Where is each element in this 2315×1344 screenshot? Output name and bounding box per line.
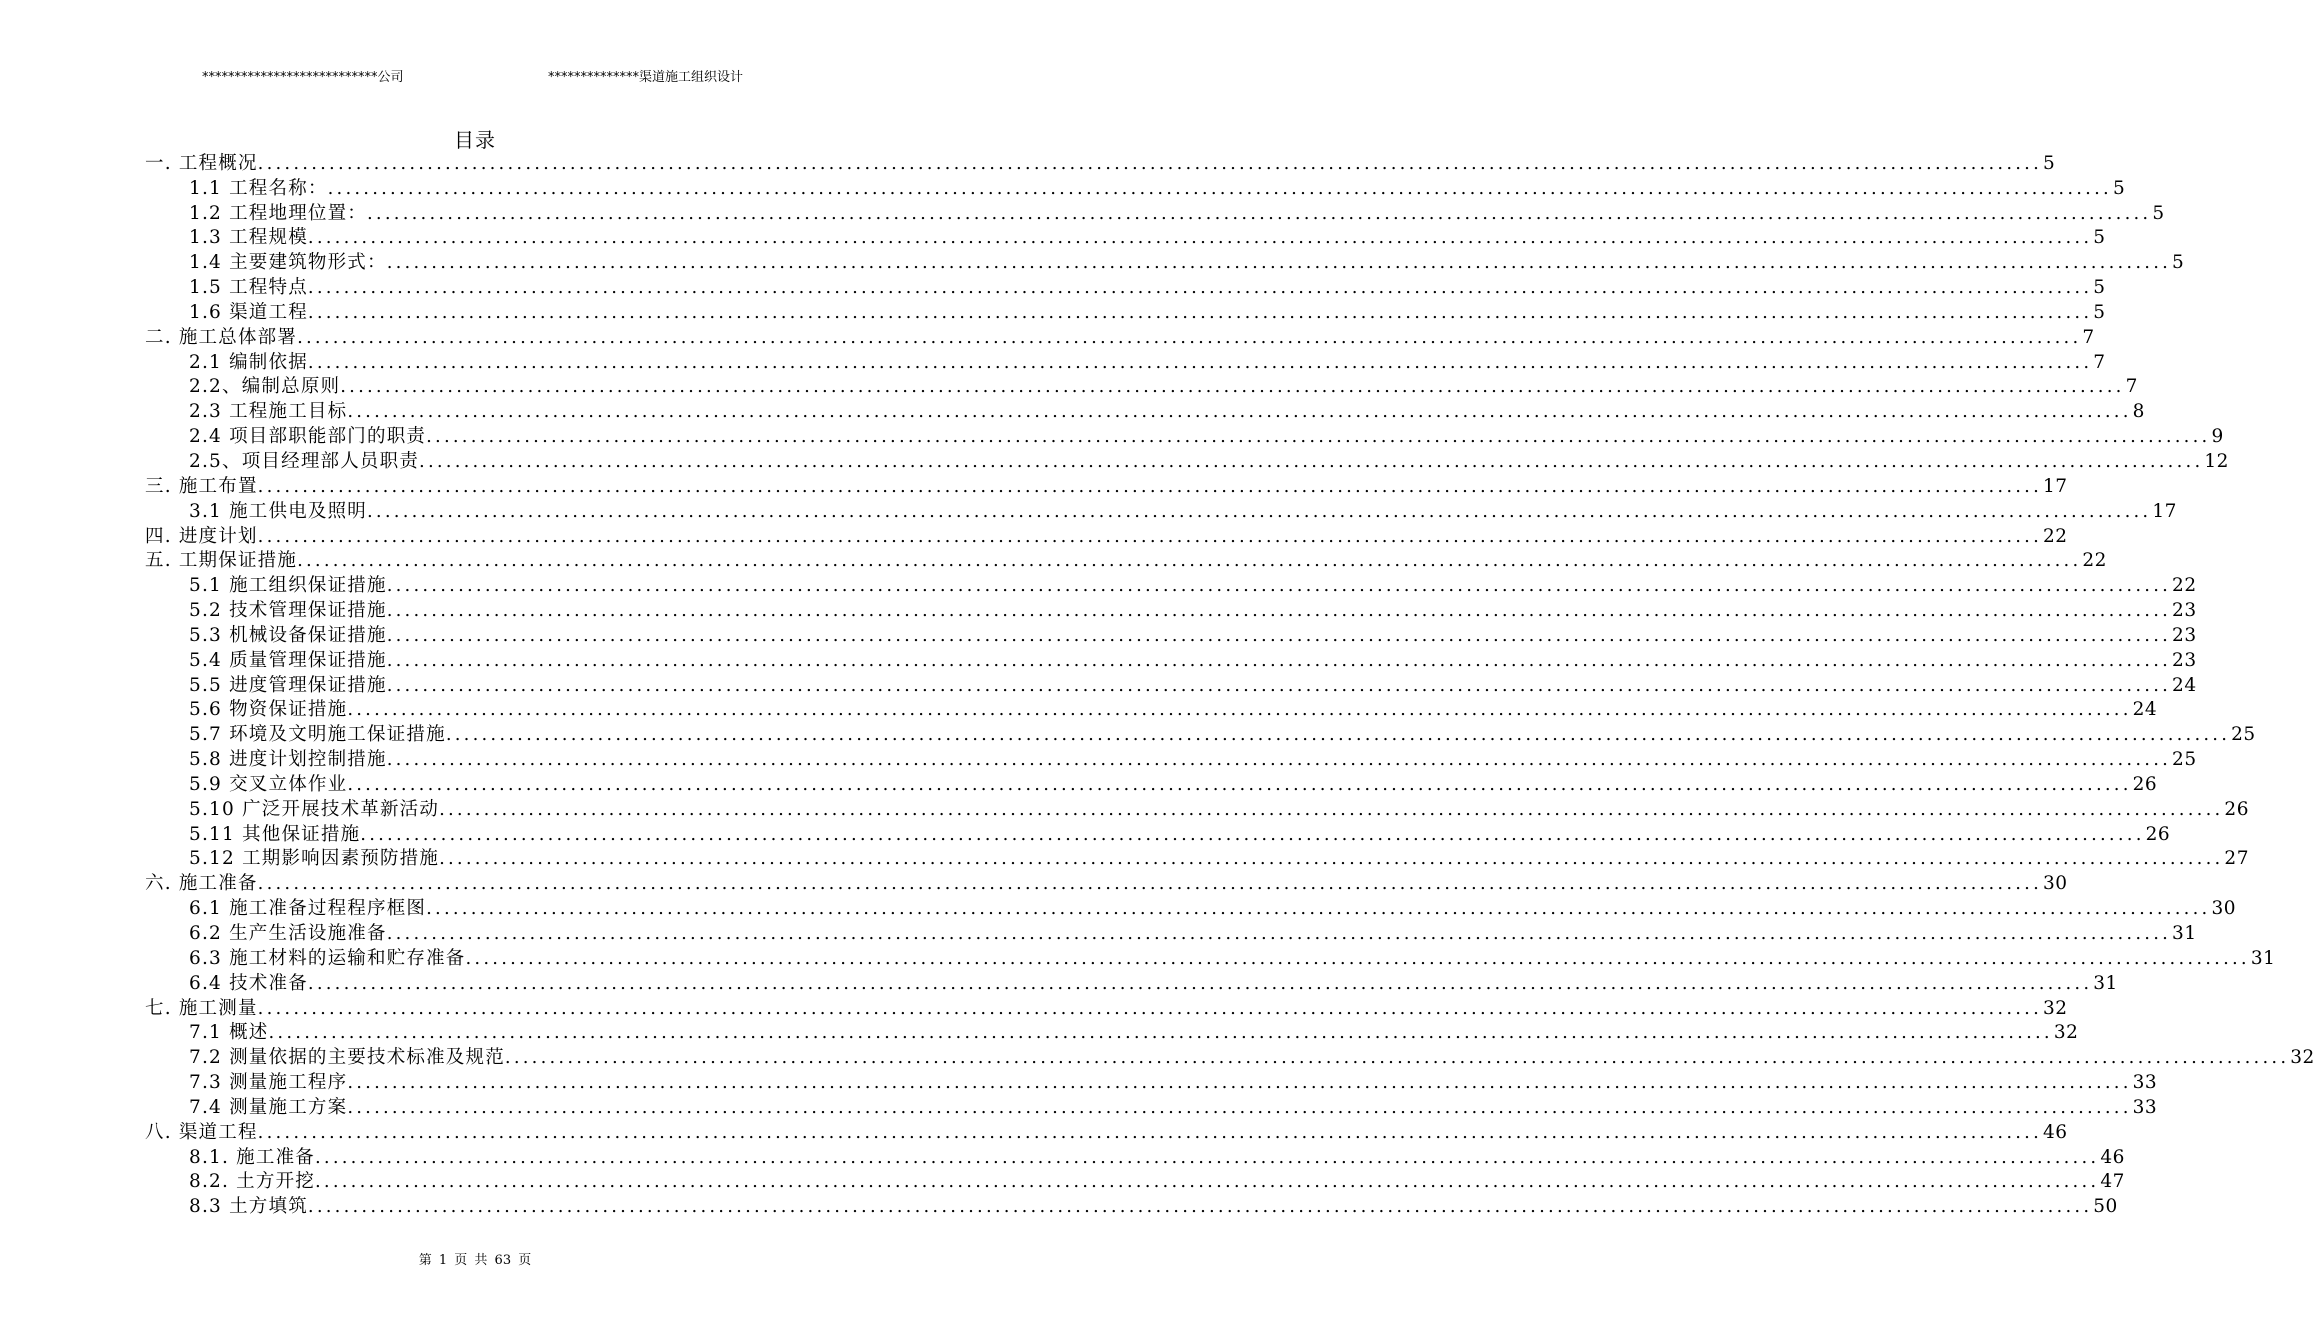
toc-entry-page: 5 xyxy=(2093,227,2106,249)
toc-dot-leader: ........................................................................................................................................................................................................ xyxy=(297,326,2082,348)
toc-entry-page: 5 xyxy=(2043,152,2056,174)
toc-entry[interactable] xyxy=(145,597,2197,622)
toc-dot-leader: ........................................................................................................................................................................................................ xyxy=(257,475,2043,497)
header-document-title: **************渠道施工组织设计 xyxy=(548,70,744,85)
toc-entry[interactable] xyxy=(145,895,2236,920)
toc-entry-label: 6.3 施工材料的运输和贮存准备 xyxy=(189,947,466,969)
toc-entry-label: 6.1 施工准备过程程序框图 xyxy=(189,898,427,920)
toc-entry-label: 5.4 质量管理保证措施 xyxy=(189,649,387,671)
toc-entry-label: 五. 工期保证措施 xyxy=(145,550,298,572)
toc-entry[interactable] xyxy=(145,1069,2158,1094)
toc-entry-page: 12 xyxy=(2204,450,2229,472)
toc-entry-label: 5.10 广泛开展技术革新活动 xyxy=(189,798,440,820)
toc-entry[interactable] xyxy=(145,423,2224,448)
page-footer: 第 1 页 共 63 页 xyxy=(418,1253,532,1268)
toc-entry[interactable] xyxy=(145,150,2056,175)
toc-dot-leader: ........................................................................................................................................................................................................ xyxy=(386,649,2172,671)
toc-entry-label: 2.4 项目部职能部门的职责 xyxy=(189,426,427,448)
toc-entry-page: 32 xyxy=(2043,997,2068,1019)
toc-dot-leader: ........................................................................................................................................................................................................ xyxy=(314,1146,2100,1168)
toc-entry-page: 26 xyxy=(2145,823,2171,845)
toc-entry[interactable] xyxy=(145,1044,2315,1069)
toc-entry[interactable] xyxy=(145,697,2158,722)
toc-entry-label: 2.1 编制依据 xyxy=(189,351,308,373)
toc-entry-label: 1.6 渠道工程 xyxy=(189,301,308,323)
toc-entry[interactable] xyxy=(145,374,2138,399)
toc-entry-label: 6.4 技术准备 xyxy=(189,972,308,994)
toc-dot-leader: ........................................................................................................................................................................................................ xyxy=(386,624,2172,646)
toc-entry[interactable] xyxy=(145,1020,2079,1045)
toc-entry[interactable] xyxy=(145,846,2249,871)
toc-entry[interactable] xyxy=(145,473,2068,498)
toc-entry[interactable] xyxy=(145,622,2197,647)
toc-entry[interactable] xyxy=(145,1169,2125,1194)
toc-dot-leader: ........................................................................................................................................................................................................ xyxy=(347,401,2132,423)
toc-dot-leader: ........................................................................................................................................................................................................ xyxy=(426,426,2211,448)
toc-entry-label: 七. 施工测量 xyxy=(145,997,258,1019)
toc-entry-label: 8.3 土方填筑 xyxy=(189,1196,308,1218)
toc-entry-page: 24 xyxy=(2132,699,2158,721)
toc-entry[interactable] xyxy=(145,1193,2118,1218)
toc-entry[interactable] xyxy=(145,1094,2158,1119)
toc-dot-leader: ........................................................................................................................................................................................................ xyxy=(445,724,2231,746)
toc-entry-label: 7.4 测量施工方案 xyxy=(189,1096,348,1118)
toc-entry-page: 5 xyxy=(2093,301,2106,323)
toc-entry-label: 8.1. 施工准备 xyxy=(189,1146,315,1168)
toc-entry-label: 二. 施工总体部署 xyxy=(145,326,298,348)
toc-entry-page: 31 xyxy=(2250,947,2276,969)
toc-entry[interactable] xyxy=(145,572,2197,597)
toc-entry-label: 5.7 环境及文明施工保证措施 xyxy=(189,724,446,746)
toc-dot-leader: ........................................................................................................................................................................................................ xyxy=(307,972,2093,994)
toc-dot-leader: ........................................................................................................................................................................................................ xyxy=(268,1022,2053,1044)
toc-entry[interactable] xyxy=(145,548,2107,573)
toc-dot-leader: ........................................................................................................................................................................................................ xyxy=(340,376,2125,398)
toc-entry-label: 1.4 主要建筑物形式： xyxy=(189,252,387,274)
toc-entry-label: 7.2 测量依据的主要技术标准及规范 xyxy=(189,1047,505,1069)
toc-entry-label: 2.5、项目经理部人员职责 xyxy=(189,450,420,472)
toc-entry-page: 31 xyxy=(2172,923,2197,944)
toc-dot-leader: ........................................................................................................................................................................................................ xyxy=(307,1196,2093,1218)
toc-entry-label: 5.1 施工组织保证措施 xyxy=(189,575,387,597)
toc-entry-page: 8 xyxy=(2132,401,2145,423)
toc-entry-label: 八. 渠道工程 xyxy=(145,1121,258,1143)
toc-entry[interactable] xyxy=(145,771,2158,796)
toc-dot-leader: ........................................................................................................................................................................................................ xyxy=(386,575,2172,597)
toc-dot-leader: ........................................................................................................................................................................................................ xyxy=(465,947,2250,969)
toc-entry[interactable] xyxy=(145,672,2197,697)
toc-entry-label: 6.2 生产生活设施准备 xyxy=(189,923,387,944)
toc-dot-leader: ........................................................................................................................................................................................................ xyxy=(307,301,2093,323)
toc-entry-page: 7 xyxy=(2125,376,2138,398)
toc-entry-label: 3.1 施工供电及照明 xyxy=(189,500,368,522)
toc-entry[interactable] xyxy=(145,398,2145,423)
toc-dot-leader: ........................................................................................................................................................................................................ xyxy=(367,500,2152,522)
toc-entry-page: 33 xyxy=(2132,1096,2158,1118)
toc-dot-leader: ........................................................................................................................................................................................................ xyxy=(386,674,2172,696)
toc-dot-leader: ........................................................................................................................................................................................................ xyxy=(504,1047,2290,1069)
toc-entry-label: 5.9 交叉立体作业 xyxy=(189,773,348,795)
toc-entry-page: 32 xyxy=(2290,1047,2315,1069)
toc-entry-label: 1.5 工程特点 xyxy=(189,277,308,299)
toc-dot-leader: ........................................................................................................................................................................................................ xyxy=(419,450,2204,472)
toc-entry[interactable] xyxy=(145,970,2118,995)
toc-entry[interactable] xyxy=(145,448,2229,473)
toc-entry-page: 23 xyxy=(2172,624,2197,646)
toc-entry-page: 17 xyxy=(2152,500,2177,522)
toc-entry-page: 22 xyxy=(2172,575,2197,597)
toc-dot-leader: ........................................................................................................................................................................................................ xyxy=(297,550,2082,572)
toc-dot-leader: ........................................................................................................................................................................................................ xyxy=(426,898,2211,920)
toc-dot-leader: ........................................................................................................................................................................................................ xyxy=(327,177,2112,199)
toc-entry-label: 5.3 机械设备保证措施 xyxy=(189,624,387,646)
toc-dot-leader: ........................................................................................................................................................................................................ xyxy=(386,923,2172,944)
toc-entry-page: 33 xyxy=(2132,1072,2158,1094)
toc-entry-label: 7.1 概述 xyxy=(189,1022,269,1044)
toc-title: 目录 xyxy=(454,128,496,152)
toc-dot-leader: ........................................................................................................................................................................................................ xyxy=(307,227,2093,249)
toc-entry-label: 2.2、编制总原则 xyxy=(189,376,341,398)
toc-entry-page: 22 xyxy=(2082,550,2107,572)
toc-entry[interactable] xyxy=(145,249,2185,274)
toc-entry[interactable] xyxy=(145,274,2106,299)
toc-entry-page: 9 xyxy=(2211,426,2224,448)
toc-entry[interactable] xyxy=(145,796,2249,821)
toc-entry[interactable] xyxy=(145,995,2068,1020)
toc-dot-leader: ........................................................................................................................................................................................................ xyxy=(257,997,2043,1019)
toc-entry-label: 7.3 测量施工程序 xyxy=(189,1072,348,1094)
toc-entry[interactable] xyxy=(145,349,2106,374)
toc-entry-page: 32 xyxy=(2053,1022,2079,1044)
toc-entry[interactable] xyxy=(145,945,2276,970)
toc-entry-page: 30 xyxy=(2211,898,2236,920)
toc-entry[interactable] xyxy=(145,498,2177,523)
toc-dot-leader: ........................................................................................................................................................................................................ xyxy=(367,202,2152,224)
toc-entry-page: 7 xyxy=(2082,326,2095,348)
toc-entry-page: 46 xyxy=(2043,1121,2068,1143)
toc-entry-page: 25 xyxy=(2172,749,2197,771)
toc-entry-label: 5.11 其他保证措施 xyxy=(189,823,361,845)
toc-entry-page: 5 xyxy=(2172,252,2185,274)
toc-entry-label: 1.2 工程地理位置： xyxy=(189,202,368,224)
toc-dot-leader: ........................................................................................................................................................................................................ xyxy=(360,823,2145,845)
toc-entry[interactable] xyxy=(145,870,2068,895)
toc-entry-page: 23 xyxy=(2172,600,2197,622)
toc-entry-page: 7 xyxy=(2093,351,2106,373)
toc-entry-page: 24 xyxy=(2172,674,2197,696)
toc-entry-page: 30 xyxy=(2043,873,2068,895)
toc-entry-page: 23 xyxy=(2172,649,2197,671)
toc-dot-leader: ........................................................................................................................................................................................................ xyxy=(386,252,2172,274)
toc-dot-leader: ........................................................................................................................................................................................................ xyxy=(347,1072,2132,1094)
toc-entry-label: 2.3 工程施工目标 xyxy=(189,401,348,423)
toc-entry-label: 5.2 技术管理保证措施 xyxy=(189,600,387,622)
toc-entry-label: 一. 工程概况 xyxy=(145,152,258,174)
toc-entry[interactable] xyxy=(145,746,2197,771)
toc-entry-page: 31 xyxy=(2093,972,2118,994)
toc-entry[interactable] xyxy=(145,821,2171,846)
toc-entry-page: 26 xyxy=(2224,798,2249,820)
toc-dot-leader: ........................................................................................................................................................................................................ xyxy=(314,1171,2100,1193)
toc-dot-leader: ........................................................................................................................................................................................................ xyxy=(307,277,2093,299)
toc-entry-label: 六. 施工准备 xyxy=(145,873,258,895)
toc-entry-label: 三. 施工布置 xyxy=(145,475,258,497)
toc-entry-page: 26 xyxy=(2132,773,2158,795)
toc-dot-leader: ........................................................................................................................................................................................................ xyxy=(386,600,2172,622)
toc-entry-label: 5.6 物资保证措施 xyxy=(189,699,348,721)
page-header xyxy=(0,66,950,86)
toc-dot-leader: ........................................................................................................................................................................................................ xyxy=(257,525,2043,547)
toc-dot-leader: ........................................................................................................................................................................................................ xyxy=(347,773,2132,795)
toc-entry-page: 22 xyxy=(2043,525,2068,547)
toc-entry-label: 5.12 工期影响因素预防措施 xyxy=(189,848,440,870)
toc-entry-label: 5.5 进度管理保证措施 xyxy=(189,674,387,696)
toc-entry-page: 5 xyxy=(2152,202,2165,224)
toc-dot-leader: ........................................................................................................................................................................................................ xyxy=(257,873,2043,895)
toc-entry-page: 46 xyxy=(2100,1146,2125,1168)
toc-entry[interactable] xyxy=(145,920,2197,945)
toc-entry-page: 25 xyxy=(2231,724,2256,746)
toc-entry-page: 17 xyxy=(2043,475,2068,497)
toc-dot-leader: ........................................................................................................................................................................................................ xyxy=(307,351,2093,373)
toc-entry-page: 5 xyxy=(2112,177,2126,199)
toc-entry-page: 27 xyxy=(2224,848,2249,870)
toc-entry-page: 5 xyxy=(2093,277,2106,299)
toc-entry-label: 四. 进度计划 xyxy=(145,525,258,547)
toc-dot-leader: ........................................................................................................................................................................................................ xyxy=(257,1121,2043,1143)
toc-entry-page: 50 xyxy=(2093,1196,2118,1218)
header-company: ***************************公司 xyxy=(202,70,404,85)
toc-dot-leader: ........................................................................................................................................................................................................ xyxy=(439,798,2224,820)
toc-entry[interactable] xyxy=(145,1119,2068,1144)
toc-dot-leader: ........................................................................................................................................................................................................ xyxy=(347,1096,2132,1118)
toc-entry[interactable] xyxy=(145,1144,2125,1169)
toc-entry[interactable] xyxy=(145,523,2068,548)
toc-dot-leader: ........................................................................................................................................................................................................ xyxy=(347,699,2132,721)
toc-entry-label: 1.3 工程规模 xyxy=(189,227,308,249)
toc-entry-label: 8.2. 土方开挖 xyxy=(189,1171,315,1193)
toc-entry[interactable] xyxy=(145,324,2095,349)
toc-dot-leader: ........................................................................................................................................................................................................ xyxy=(257,152,2043,174)
toc-entry[interactable] xyxy=(145,299,2106,324)
toc-entry[interactable] xyxy=(145,175,2126,200)
toc-dot-leader: ........................................................................................................................................................................................................ xyxy=(386,749,2172,771)
toc-entry[interactable] xyxy=(145,200,2165,225)
toc-entry-label: 5.8 进度计划控制措施 xyxy=(189,749,387,771)
toc-entry-page: 47 xyxy=(2100,1171,2125,1193)
toc-entry-label: 1.1 工程名称： xyxy=(189,177,328,199)
toc-entry[interactable] xyxy=(145,721,2256,746)
toc-dot-leader: ........................................................................................................................................................................................................ xyxy=(439,848,2224,870)
toc-entry[interactable] xyxy=(145,225,2106,250)
table-of-contents xyxy=(145,150,2315,1218)
toc-entry[interactable] xyxy=(145,647,2197,672)
